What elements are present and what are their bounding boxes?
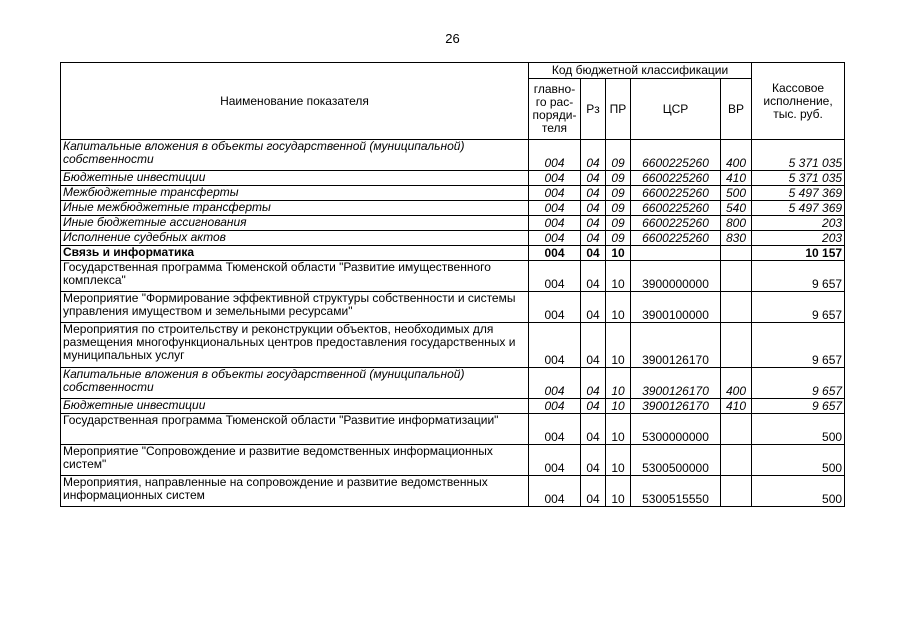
row-name: Государственная программа Тюменской области "Развитие информатизации": [61, 414, 529, 445]
row-vr: 540: [721, 201, 752, 216]
row-pr: 09: [606, 201, 631, 216]
table-row: [61, 476, 845, 507]
row-pr: 09: [606, 186, 631, 201]
row-gl: 004: [529, 445, 581, 476]
row-amount: 500: [752, 476, 845, 507]
row-pr: 10: [606, 261, 631, 292]
row-vr: 500: [721, 186, 752, 201]
row-csr: 6600225260: [631, 171, 721, 186]
row-amount: 10 157: [752, 246, 845, 261]
row-gl: 004: [529, 368, 581, 399]
row-name: Мероприятия по строительству и реконструкции объектов, необходимых для размещения многофункциональных центров предоставления государственных и муниципальных услуг: [61, 323, 529, 368]
row-rz: 04: [581, 231, 606, 246]
budget-table: [60, 62, 845, 507]
row-name: Мероприятие "Сопровождение и развитие ведомственных информационных систем": [61, 445, 529, 476]
row-rz: 04: [581, 292, 606, 323]
row-amount: 5 497 369: [752, 201, 845, 216]
table-row: [61, 292, 845, 323]
row-csr: 6600225260: [631, 186, 721, 201]
row-amount: 203: [752, 231, 845, 246]
row-vr: 830: [721, 231, 752, 246]
row-pr: 10: [606, 445, 631, 476]
row-gl: 004: [529, 323, 581, 368]
row-vr: [721, 445, 752, 476]
row-amount: 9 657: [752, 399, 845, 414]
table-row: [61, 216, 845, 231]
row-pr: 09: [606, 231, 631, 246]
row-gl: 004: [529, 399, 581, 414]
row-amount: 9 657: [752, 292, 845, 323]
row-vr: [721, 476, 752, 507]
row-name: Исполнение судебных актов: [61, 231, 529, 246]
row-rz: 04: [581, 414, 606, 445]
row-csr: 3900126170: [631, 399, 721, 414]
row-gl: 004: [529, 414, 581, 445]
row-amount: 203: [752, 216, 845, 231]
row-pr: 09: [606, 216, 631, 231]
row-name: Межбюджетные трансферты: [61, 186, 529, 201]
table-row: [61, 414, 845, 445]
header-name: Наименование показателя: [61, 63, 529, 140]
row-name: Капитальные вложения в объекты государственной (муниципальной) собственности: [61, 140, 529, 171]
row-pr: 10: [606, 246, 631, 261]
row-pr: 10: [606, 399, 631, 414]
row-pr: 10: [606, 323, 631, 368]
table-row: [61, 399, 845, 414]
row-pr: 09: [606, 171, 631, 186]
row-vr: 410: [721, 171, 752, 186]
table-row: [61, 445, 845, 476]
row-rz: 04: [581, 445, 606, 476]
row-rz: 04: [581, 368, 606, 399]
row-csr: 6600225260: [631, 201, 721, 216]
row-csr: 5300000000: [631, 414, 721, 445]
row-vr: [721, 414, 752, 445]
row-vr: [721, 292, 752, 323]
row-name: Мероприятия, направленные на сопровождение и развитие ведомственных информационных систем: [61, 476, 529, 507]
table-row: [61, 261, 845, 292]
row-amount: 5 497 369: [752, 186, 845, 201]
row-vr: 400: [721, 368, 752, 399]
table-row: [61, 186, 845, 201]
row-name: Мероприятие "Формирование эффективной структуры собственности и системы управления имуществом и земельными ресурсами": [61, 292, 529, 323]
row-amount: 5 371 035: [752, 171, 845, 186]
header-code-group: Код бюджетной классификации: [529, 63, 752, 79]
row-pr: 10: [606, 476, 631, 507]
row-gl: 004: [529, 261, 581, 292]
table-row: [61, 246, 845, 261]
row-csr: [631, 246, 721, 261]
row-name: Связь и информатика: [61, 246, 529, 261]
row-name: Иные бюджетные ассигнования: [61, 216, 529, 231]
row-vr: 410: [721, 399, 752, 414]
row-csr: 6600225260: [631, 140, 721, 171]
row-gl: 004: [529, 186, 581, 201]
row-rz: 04: [581, 246, 606, 261]
row-rz: 04: [581, 216, 606, 231]
row-gl: 004: [529, 171, 581, 186]
row-pr: 10: [606, 368, 631, 399]
row-gl: 004: [529, 476, 581, 507]
table-row: [61, 231, 845, 246]
row-name: Бюджетные инвестиции: [61, 399, 529, 414]
row-csr: 6600225260: [631, 231, 721, 246]
row-amount: 9 657: [752, 368, 845, 399]
row-pr: 10: [606, 414, 631, 445]
row-amount: 9 657: [752, 261, 845, 292]
row-name: Иные межбюджетные трансферты: [61, 201, 529, 216]
row-gl: 004: [529, 231, 581, 246]
row-rz: 04: [581, 399, 606, 414]
row-gl: 004: [529, 201, 581, 216]
row-rz: 04: [581, 171, 606, 186]
row-rz: 04: [581, 323, 606, 368]
page-number: 26: [445, 31, 460, 46]
row-rz: 04: [581, 476, 606, 507]
row-csr: 5300515550: [631, 476, 721, 507]
row-pr: 10: [606, 292, 631, 323]
row-rz: 04: [581, 261, 606, 292]
row-csr: 3900126170: [631, 323, 721, 368]
table-row: [61, 171, 845, 186]
row-vr: [721, 261, 752, 292]
table-row: [61, 368, 845, 399]
row-csr: 3900000000: [631, 261, 721, 292]
header-csr: ЦСР: [631, 79, 721, 140]
row-gl: 004: [529, 246, 581, 261]
row-gl: 004: [529, 140, 581, 171]
row-pr: 09: [606, 140, 631, 171]
table-row: [61, 323, 845, 368]
row-rz: 04: [581, 140, 606, 171]
row-amount: 500: [752, 445, 845, 476]
header-gl: главно-го рас-поряди-теля: [529, 79, 581, 140]
row-vr: [721, 323, 752, 368]
row-csr: 3900100000: [631, 292, 721, 323]
row-name: Государственная программа Тюменской области "Развитие имущественного комплекса": [61, 261, 529, 292]
row-rz: 04: [581, 186, 606, 201]
row-vr: [721, 246, 752, 261]
row-csr: 5300500000: [631, 445, 721, 476]
row-vr: 800: [721, 216, 752, 231]
row-gl: 004: [529, 216, 581, 231]
header-vr: ВР: [721, 79, 752, 140]
header-rz: Рз: [581, 79, 606, 140]
row-gl: 004: [529, 292, 581, 323]
row-amount: 5 371 035: [752, 140, 845, 171]
table-row: [61, 140, 845, 171]
row-vr: 400: [721, 140, 752, 171]
row-amount: 500: [752, 414, 845, 445]
row-csr: 3900126170: [631, 368, 721, 399]
row-name: Капитальные вложения в объекты государственной (муниципальной) собственности: [61, 368, 529, 399]
table-row: [61, 201, 845, 216]
row-rz: 04: [581, 201, 606, 216]
row-name: Бюджетные инвестиции: [61, 171, 529, 186]
header-pr: ПР: [606, 79, 631, 140]
row-csr: 6600225260: [631, 216, 721, 231]
row-amount: 9 657: [752, 323, 845, 368]
header-amount: Кассовое исполнение, тыс. руб.: [752, 63, 845, 140]
